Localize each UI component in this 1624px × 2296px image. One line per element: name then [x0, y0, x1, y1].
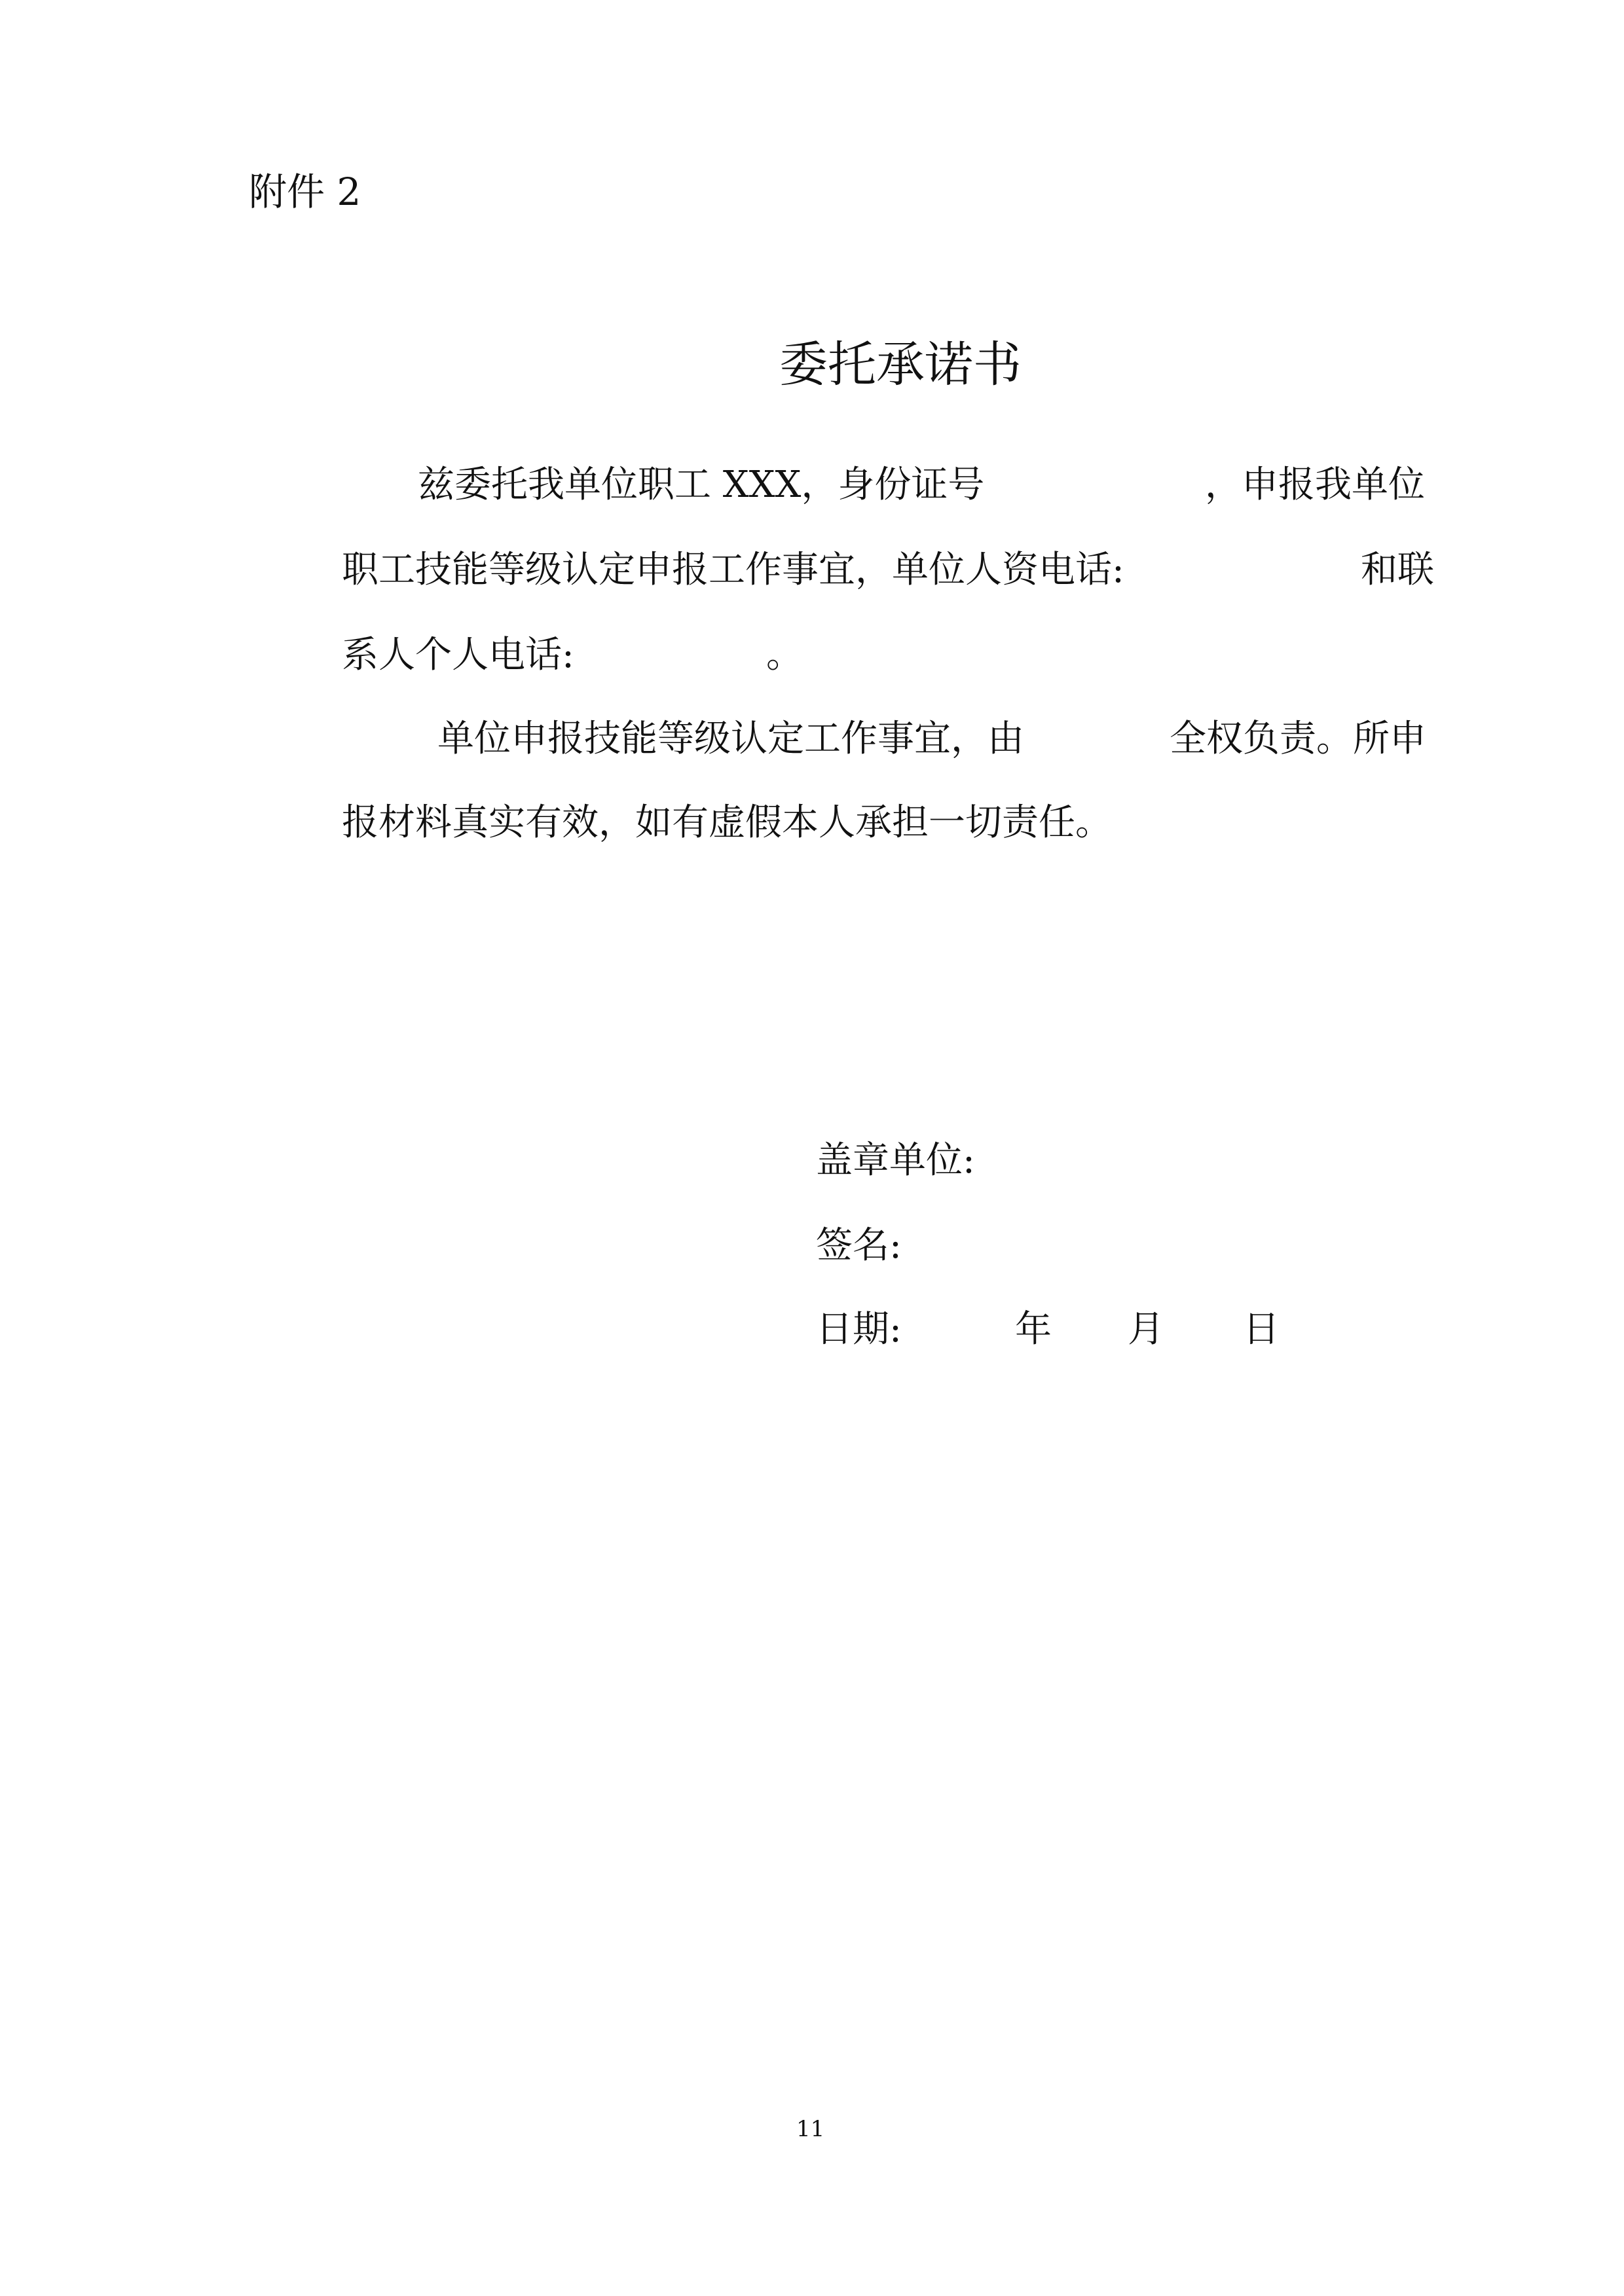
paragraph-1-line-1-text-after-blank: ，申报我单位 — [1205, 464, 1425, 506]
date-month-label: 月 — [1128, 1308, 1164, 1351]
paragraph-1-line-3-period: 。 — [766, 634, 803, 676]
date-year-label: 年 — [1015, 1308, 1052, 1351]
paragraph-2-line-1-text-after-blank: 全权负责。所申 — [1170, 718, 1426, 760]
paragraph-1-line-1-text: 兹委托我单位职工 XXX，身份证号 — [418, 464, 985, 506]
attachment-label: 附件 2 — [249, 170, 361, 214]
seal-unit-label: 盖章单位: — [816, 1139, 975, 1182]
date-label: 日期: — [816, 1308, 902, 1351]
date-day-label: 日 — [1243, 1308, 1280, 1351]
paragraph-1-line-2-text: 职工技能等级认定申报工作事宜，单位人资电话: — [342, 549, 1124, 591]
paragraph-1-line-3-text: 系人个人电话: — [342, 634, 574, 676]
page-number: 11 — [796, 2116, 825, 2142]
document-title: 委托承诺书 — [779, 337, 1022, 393]
paragraph-2-line-2-text: 报材料真实有效，如有虚假本人承担一切责任。 — [342, 801, 1112, 844]
paragraph-2-line-1-text: 单位申报技能等级认定工作事宜，由 — [437, 718, 1024, 760]
paragraph-1-line-2-text-after-blank: 和联 — [1361, 549, 1434, 591]
signature-label: 签名: — [816, 1224, 902, 1267]
